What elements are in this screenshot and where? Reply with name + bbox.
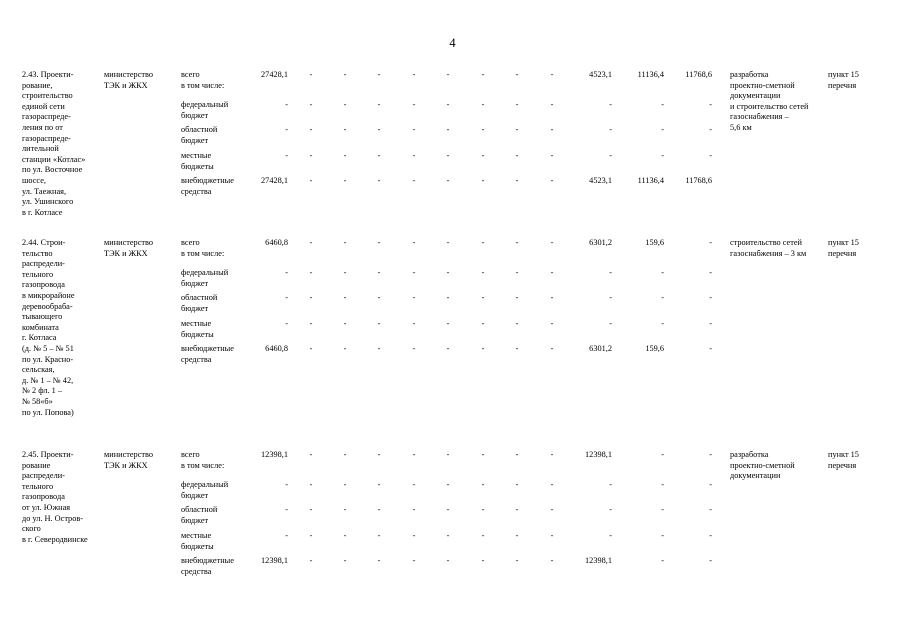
year-value-empty: -	[377, 319, 381, 328]
year-value-empty: -	[481, 100, 485, 109]
funding-total: 6460,8	[265, 238, 288, 247]
item-name: 2.45. Проекти- рование распредели- тельного газопровода от ул. Южная до ул. Н. Остров- ского в г. Северодвинске	[22, 450, 88, 544]
year-value-empty: -	[343, 531, 347, 540]
year-value-empty: -	[377, 151, 381, 160]
year-value: -	[661, 531, 664, 540]
funding-source-label: всего в том числе:	[181, 238, 225, 258]
funding-source-label: местные бюджеты	[181, 151, 214, 171]
year-value-empty: -	[515, 151, 519, 160]
year-value: -	[609, 319, 612, 328]
year-value-empty: -	[309, 268, 313, 277]
year-value: -	[609, 531, 612, 540]
year-value-empty: -	[377, 100, 381, 109]
year-value: -	[709, 238, 712, 247]
year-value-empty: -	[309, 556, 313, 565]
year-value: -	[709, 556, 712, 565]
year-value-empty: -	[446, 293, 450, 302]
funding-total: -	[285, 100, 288, 109]
year-value: -	[661, 480, 664, 489]
funding-source-label: федеральный бюджет	[181, 268, 229, 288]
item-result: строительство сетей газоснабжения – 3 км	[730, 238, 807, 258]
funding-total: -	[285, 319, 288, 328]
year-value-empty: -	[550, 70, 554, 79]
year-value-empty: -	[481, 319, 485, 328]
year-value-empty: -	[481, 125, 485, 134]
year-value-empty: -	[412, 319, 416, 328]
year-value-empty: -	[550, 319, 554, 328]
item-executor: министерство ТЭК и ЖКХ	[104, 70, 154, 90]
year-value-empty: -	[515, 125, 519, 134]
funding-source-label: всего в том числе:	[181, 70, 225, 90]
year-value-empty: -	[550, 450, 554, 459]
year-value-empty: -	[309, 450, 313, 459]
item-name: 2.44. Строи- тельство распредели- тельного газопровода в микрорайоне деревообраба- тывающего комбината г. Котласа (д. № 5 – № 51 по ул. Красно- сельская, д. № 1 – № 42, № 2 фл. 1 – № 58«б» по ул. Попова)	[22, 238, 75, 417]
year-value-empty: -	[550, 293, 554, 302]
year-value-empty: -	[550, 151, 554, 160]
funding-source-label: внебюджетные средства	[181, 556, 234, 576]
year-value: -	[709, 293, 712, 302]
funding-source-label: всего в том числе:	[181, 450, 225, 470]
year-value-empty: -	[446, 505, 450, 514]
year-value-empty: -	[550, 531, 554, 540]
item-reference: пункт 15 перечня	[828, 70, 859, 90]
year-value-empty: -	[412, 531, 416, 540]
funding-total: -	[285, 531, 288, 540]
year-value: -	[609, 125, 612, 134]
year-value: -	[661, 125, 664, 134]
year-value: -	[661, 293, 664, 302]
funding-total: 12398,1	[261, 450, 288, 459]
year-value: -	[609, 293, 612, 302]
funding-source-label: местные бюджеты	[181, 319, 214, 339]
year-value-empty: -	[481, 268, 485, 277]
year-value: 6301,2	[589, 344, 612, 353]
year-value-empty: -	[377, 450, 381, 459]
year-value: -	[709, 450, 712, 459]
year-value-empty: -	[550, 125, 554, 134]
year-value-empty: -	[481, 531, 485, 540]
year-value: -	[709, 480, 712, 489]
year-value-empty: -	[481, 293, 485, 302]
year-value: -	[609, 151, 612, 160]
year-value: 6301,2	[589, 238, 612, 247]
year-value: -	[609, 100, 612, 109]
year-value-empty: -	[412, 151, 416, 160]
year-value-empty: -	[377, 505, 381, 514]
year-value-empty: -	[343, 293, 347, 302]
page-number: 4	[449, 36, 456, 50]
item-reference: пункт 15 перечня	[828, 238, 859, 258]
year-value-empty: -	[343, 70, 347, 79]
funding-total: 12398,1	[261, 556, 288, 565]
year-value-empty: -	[343, 268, 347, 277]
year-value-empty: -	[550, 480, 554, 489]
item-result: разработка проектно-сметной документации	[730, 450, 795, 481]
year-value-empty: -	[481, 556, 485, 565]
year-value-empty: -	[377, 125, 381, 134]
year-value: 11136,4	[637, 70, 664, 79]
year-value: -	[661, 151, 664, 160]
year-value-empty: -	[446, 70, 450, 79]
year-value-empty: -	[515, 100, 519, 109]
year-value-empty: -	[550, 100, 554, 109]
item-executor: министерство ТЭК и ЖКХ	[104, 238, 154, 258]
year-value: -	[709, 100, 712, 109]
year-value-empty: -	[343, 505, 347, 514]
year-value-empty: -	[481, 238, 485, 247]
funding-total: 6460,8	[265, 344, 288, 353]
year-value-empty: -	[481, 151, 485, 160]
year-value-empty: -	[446, 480, 450, 489]
year-value-empty: -	[309, 238, 313, 247]
year-value-empty: -	[412, 556, 416, 565]
year-value-empty: -	[309, 293, 313, 302]
year-value-empty: -	[377, 344, 381, 353]
year-value-empty: -	[412, 268, 416, 277]
funding-total: -	[285, 293, 288, 302]
year-value-empty: -	[343, 100, 347, 109]
year-value-empty: -	[446, 344, 450, 353]
funding-total: -	[285, 268, 288, 277]
year-value-empty: -	[377, 70, 381, 79]
year-value: -	[709, 531, 712, 540]
year-value: -	[661, 505, 664, 514]
year-value-empty: -	[412, 100, 416, 109]
year-value-empty: -	[412, 176, 416, 185]
year-value-empty: -	[446, 268, 450, 277]
year-value-empty: -	[377, 556, 381, 565]
year-value: -	[661, 268, 664, 277]
year-value: 12398,1	[585, 450, 612, 459]
year-value: 4523,1	[589, 176, 612, 185]
year-value: -	[661, 319, 664, 328]
year-value-empty: -	[550, 238, 554, 247]
year-value-empty: -	[481, 70, 485, 79]
year-value-empty: -	[343, 344, 347, 353]
year-value-empty: -	[343, 556, 347, 565]
year-value: -	[661, 556, 664, 565]
year-value-empty: -	[515, 556, 519, 565]
year-value-empty: -	[309, 480, 313, 489]
year-value-empty: -	[343, 125, 347, 134]
funding-source-label: областной бюджет	[181, 125, 218, 145]
funding-total: -	[285, 480, 288, 489]
year-value: -	[609, 505, 612, 514]
year-value-empty: -	[515, 319, 519, 328]
year-value-empty: -	[309, 100, 313, 109]
year-value-empty: -	[343, 319, 347, 328]
year-value-empty: -	[515, 70, 519, 79]
year-value: 159,6	[645, 238, 664, 247]
year-value-empty: -	[481, 344, 485, 353]
funding-source-label: внебюджетные средства	[181, 344, 234, 364]
year-value-empty: -	[412, 70, 416, 79]
year-value-empty: -	[515, 450, 519, 459]
year-value-empty: -	[446, 556, 450, 565]
year-value-empty: -	[343, 151, 347, 160]
year-value-empty: -	[446, 450, 450, 459]
year-value-empty: -	[412, 293, 416, 302]
year-value-empty: -	[550, 344, 554, 353]
year-value-empty: -	[446, 319, 450, 328]
year-value-empty: -	[309, 531, 313, 540]
year-value: -	[609, 268, 612, 277]
year-value-empty: -	[309, 344, 313, 353]
year-value-empty: -	[377, 531, 381, 540]
year-value-empty: -	[309, 151, 313, 160]
year-value-empty: -	[412, 450, 416, 459]
year-value-empty: -	[377, 480, 381, 489]
year-value-empty: -	[309, 176, 313, 185]
funding-total: -	[285, 151, 288, 160]
year-value-empty: -	[446, 100, 450, 109]
year-value-empty: -	[309, 505, 313, 514]
year-value-empty: -	[343, 480, 347, 489]
year-value: 11768,6	[685, 70, 712, 79]
year-value-empty: -	[515, 238, 519, 247]
year-value-empty: -	[550, 176, 554, 185]
funding-source-label: внебюджетные средства	[181, 176, 234, 196]
year-value: -	[709, 344, 712, 353]
year-value-empty: -	[446, 176, 450, 185]
year-value-empty: -	[446, 125, 450, 134]
year-value-empty: -	[343, 450, 347, 459]
funding-total: 27428,1	[261, 70, 288, 79]
item-result: разработка проектно-сметной документации и строительство сетей газоснабжения – 5,6 км	[730, 70, 809, 132]
funding-source-label: областной бюджет	[181, 293, 218, 313]
year-value: -	[709, 125, 712, 134]
year-value: -	[709, 505, 712, 514]
item-name: 2.43. Проекти- рование, строительство единой сети газораспреде- ления по от газораспреде- лительной станции «Котлас» по ул. Восточное шоссе, ул. Таежная, ул. Ушинского в г. Котласе	[22, 70, 86, 217]
year-value-empty: -	[515, 176, 519, 185]
year-value-empty: -	[481, 176, 485, 185]
year-value-empty: -	[309, 125, 313, 134]
year-value-empty: -	[377, 293, 381, 302]
year-value: 12398,1	[585, 556, 612, 565]
year-value-empty: -	[550, 268, 554, 277]
year-value-empty: -	[377, 238, 381, 247]
year-value-empty: -	[481, 505, 485, 514]
year-value-empty: -	[515, 344, 519, 353]
funding-source-label: областной бюджет	[181, 505, 218, 525]
funding-source-label: федеральный бюджет	[181, 480, 229, 500]
funding-source-label: федеральный бюджет	[181, 100, 229, 120]
year-value-empty: -	[377, 176, 381, 185]
year-value-empty: -	[481, 480, 485, 489]
year-value: 11768,6	[685, 176, 712, 185]
year-value-empty: -	[412, 344, 416, 353]
year-value: -	[609, 480, 612, 489]
year-value-empty: -	[446, 238, 450, 247]
year-value-empty: -	[515, 293, 519, 302]
year-value-empty: -	[343, 176, 347, 185]
year-value: 159,6	[645, 344, 664, 353]
funding-total: 27428,1	[261, 176, 288, 185]
funding-total: -	[285, 505, 288, 514]
year-value: -	[709, 151, 712, 160]
year-value-empty: -	[412, 480, 416, 489]
year-value: 11136,4	[637, 176, 664, 185]
year-value-empty: -	[377, 268, 381, 277]
year-value: 4523,1	[589, 70, 612, 79]
year-value: -	[661, 100, 664, 109]
year-value: -	[661, 450, 664, 459]
year-value-empty: -	[446, 151, 450, 160]
year-value-empty: -	[412, 125, 416, 134]
year-value-empty: -	[515, 531, 519, 540]
year-value-empty: -	[343, 238, 347, 247]
funding-total: -	[285, 125, 288, 134]
year-value-empty: -	[515, 268, 519, 277]
year-value-empty: -	[412, 238, 416, 247]
year-value-empty: -	[446, 531, 450, 540]
item-executor: министерство ТЭК и ЖКХ	[104, 450, 154, 470]
year-value-empty: -	[515, 505, 519, 514]
year-value-empty: -	[481, 450, 485, 459]
item-reference: пункт 15 перечня	[828, 450, 859, 470]
year-value: -	[709, 268, 712, 277]
year-value: -	[709, 319, 712, 328]
year-value-empty: -	[412, 505, 416, 514]
year-value-empty: -	[309, 319, 313, 328]
funding-source-label: местные бюджеты	[181, 531, 214, 551]
year-value-empty: -	[550, 505, 554, 514]
year-value-empty: -	[309, 70, 313, 79]
year-value-empty: -	[550, 556, 554, 565]
year-value-empty: -	[515, 480, 519, 489]
